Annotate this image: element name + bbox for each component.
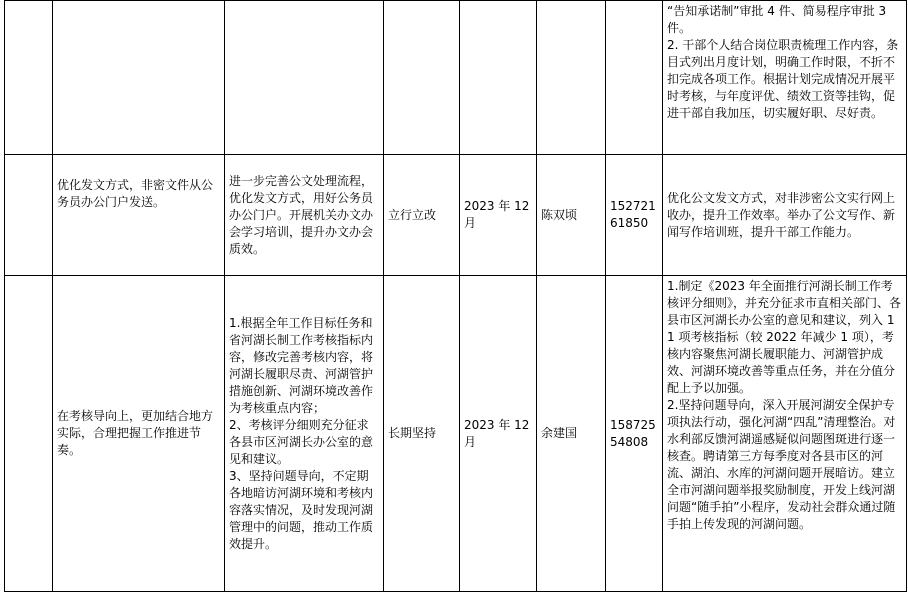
progress-cell: 优化公文发文方式，对非涉密公文实行网上收办，提升工作效率。举办了公文写作、新闻写作培训班，提升干部工作能力。	[663, 155, 907, 276]
progress-cell: 1.制定《2023 年全面推行河湖长制工作考核评分细则》，并充分征求市直相关部门、各县市区河湖长办公室的意见和建议，列入 11 项考核指标（较 2022 年减少 1 项），考核内容聚焦河湖长履职能力、河湖管护成效、河湖环境改善等重点任务，并在分值分配上予以加强。 2.坚持问题导向，深入开展河湖安全保护专项执法行动，强化河湖“四乱”清理整治。对水利部反馈河湖遥感疑似问题图斑进行逐一核查。聘请第三方每季度对各县市区的河流、湖泊、水库的河湖问题开展暗访。建立全市河湖问题举报奖励制度，开发上线河湖问题“随手拍”小程序，发动社会群众通过随手拍上传发现的河湖问题。	[663, 276, 907, 592]
deadline-cell: 2023 年 12 月	[460, 276, 537, 592]
person-cell	[537, 1, 606, 155]
issue-cell: 优化发文方式，非密文件从公务员办公门户发送。	[53, 155, 225, 276]
rectification-table	[4, 0, 907, 592]
index-cell	[5, 276, 53, 592]
progress-cell: “告知承诺制”审批 4 件、简易程序审批 3 件。 2. 干部个人结合岗位职责梳理工作内容，条目式列出月度计划，明确工作时限，不折不扣完成各项工作。根据计划完成情况开展平时考核，与年度评优、绩效工资等挂钩，促进干部自我加压，切实履好职、尽好责。	[663, 1, 907, 155]
time-limit-cell	[384, 1, 460, 155]
table-row	[5, 276, 907, 592]
measures-cell: 1.根据全年工作目标任务和省河湖长制工作考核指标内容，修改完善考核内容，将河湖长履职尽责、河湖管护措施创新、河湖环境改善作为考核重点内容； 2、考核评分细则充分征求各县市区河湖长办公室的意见和建议。 3、坚持问题导向，不定期各地暗访河湖环境和考核内容落实情况，及时发现河湖管理中的问题，推动工作质效提升。	[225, 276, 384, 592]
time-limit-cell: 长期坚持	[384, 276, 460, 592]
issue-cell: 在考核导向上，更加结合地方实际，合理把握工作推进节奏。	[53, 276, 225, 592]
index-cell	[5, 155, 53, 276]
person-cell: 余建国	[537, 276, 606, 592]
deadline-cell: 2023 年 12 月	[460, 155, 537, 276]
phone-cell: 152721 61850	[606, 155, 663, 276]
table-row	[5, 1, 907, 155]
phone-cell: 158725 54808	[606, 276, 663, 592]
person-cell: 陈双顷	[537, 155, 606, 276]
time-limit-cell: 立行立改	[384, 155, 460, 276]
measures-cell: 进一步完善公文处理流程，优化发文方式，用好公务员办公门户。开展机关办文办会学习培训，提升办文办会质效。	[225, 155, 384, 276]
table-row	[5, 155, 907, 276]
measures-cell	[225, 1, 384, 155]
phone-cell	[606, 1, 663, 155]
deadline-cell	[460, 1, 537, 155]
issue-cell	[53, 1, 225, 155]
index-cell	[5, 1, 53, 155]
